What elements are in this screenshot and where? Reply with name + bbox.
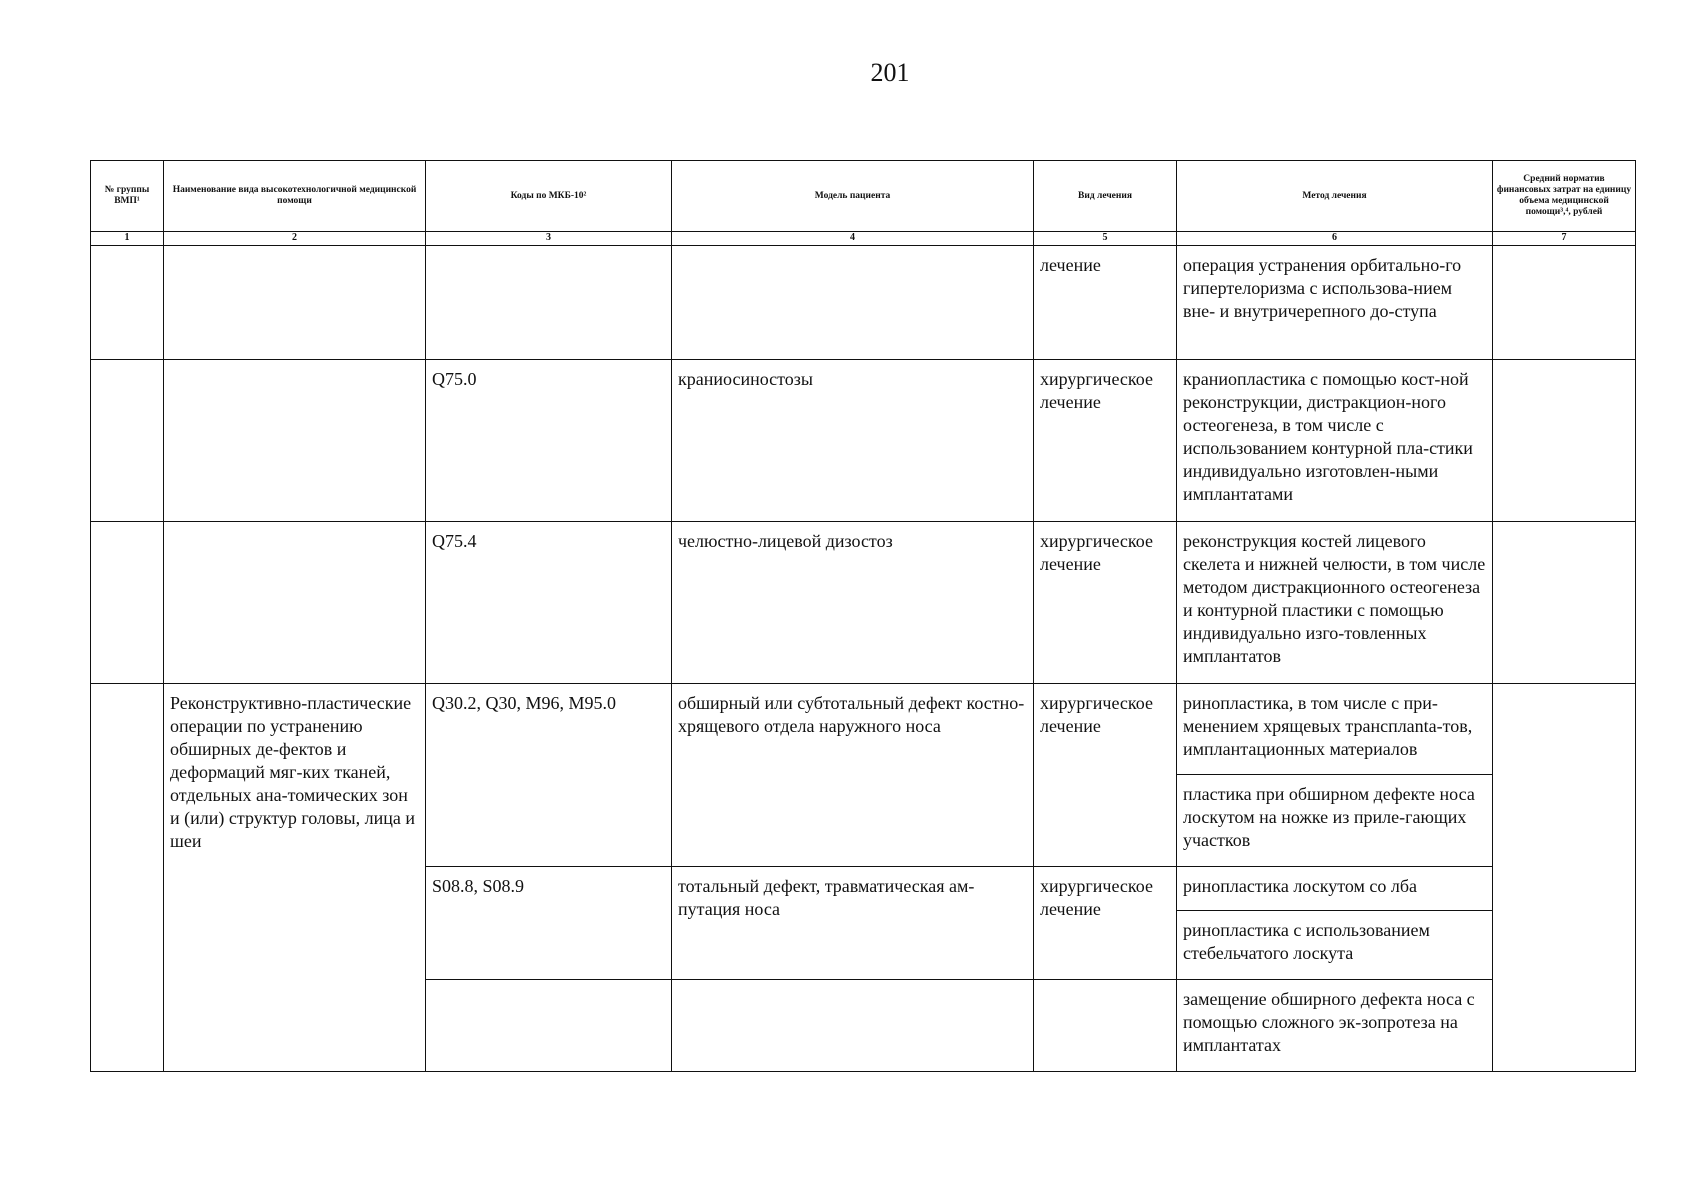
treatment-cell: хирургическое лечение bbox=[1034, 684, 1177, 867]
cost-cell bbox=[1493, 522, 1636, 684]
column-number: 7 bbox=[1493, 232, 1636, 246]
header-care-name: Наименование вида высокотехнологичной медицинской помощи bbox=[164, 161, 426, 232]
model-cell bbox=[672, 980, 1034, 1072]
column-number: 4 bbox=[672, 232, 1034, 246]
codes-cell: S08.8, S08.9 bbox=[426, 867, 672, 980]
header-cost-standard: Средний норматив финансовых затрат на единицу объема медицинской помощи³,⁴, рублей bbox=[1493, 161, 1636, 232]
method-cell: ринопластика с использованием стебельчатого лоскута bbox=[1177, 911, 1493, 980]
medical-care-table bbox=[90, 160, 1636, 1072]
cost-cell bbox=[1493, 360, 1636, 522]
codes-cell bbox=[426, 246, 672, 360]
treatment-cell bbox=[1034, 980, 1177, 1072]
table-header-row bbox=[91, 161, 1636, 232]
header-group-number: № группы ВМП¹ bbox=[91, 161, 164, 232]
method-cell: ринопластика, в том числе с при-менением хрящевых трансплanta-тов, имплантационных материалов bbox=[1177, 684, 1493, 775]
page-number: 201 bbox=[870, 58, 910, 87]
codes-cell: Q30.2, Q30, M96, M95.0 bbox=[426, 684, 672, 867]
codes-cell bbox=[426, 980, 672, 1072]
care-name-cell: Реконструктивно-пластические операции по устранению обширных де-фектов и деформаций мяг-ких тканей, отдельных ана-томических зон и (или) структур головы, лица и шеи bbox=[164, 684, 426, 1072]
method-cell: операция устранения орбитально-го гипертелоризма с использова-нием вне- и внутричерепного до-ступа bbox=[1177, 246, 1493, 360]
care-name-cell bbox=[164, 246, 426, 360]
care-name-cell bbox=[164, 360, 426, 522]
method-cell: реконструкция костей лицевого скелета и нижней челюсти, в том числе методом дистракционного остеогенеза и контурной пластики с помощью индивидуально изго-товленных имплантатов bbox=[1177, 522, 1493, 684]
group-cell bbox=[91, 246, 164, 360]
group-cell bbox=[91, 360, 164, 522]
care-name-cell bbox=[164, 522, 426, 684]
header-treatment-method: Метод лечения bbox=[1177, 161, 1493, 232]
model-cell: челюстно-лицевой дизостоз bbox=[672, 522, 1034, 684]
model-cell: обширный или субтотальный дефект костно-хрящевого отдела наружного носа bbox=[672, 684, 1034, 867]
treatment-cell: хирургическое лечение bbox=[1034, 522, 1177, 684]
table-row bbox=[91, 360, 1636, 522]
table-row bbox=[91, 246, 1636, 360]
treatment-cell: лечение bbox=[1034, 246, 1177, 360]
table-row bbox=[91, 522, 1636, 684]
model-cell: тотальный дефект, травматическая ам-путация носа bbox=[672, 867, 1034, 980]
column-number: 1 bbox=[91, 232, 164, 246]
model-cell bbox=[672, 246, 1034, 360]
group-cell bbox=[91, 522, 164, 684]
column-number: 5 bbox=[1034, 232, 1177, 246]
cost-cell bbox=[1493, 246, 1636, 360]
codes-cell: Q75.4 bbox=[426, 522, 672, 684]
header-icd-codes: Коды по МКБ-10² bbox=[426, 161, 672, 232]
column-number-row bbox=[91, 232, 1636, 246]
column-number: 3 bbox=[426, 232, 672, 246]
column-number: 2 bbox=[164, 232, 426, 246]
header-treatment-type: Вид лечения bbox=[1034, 161, 1177, 232]
table-row bbox=[91, 684, 1636, 775]
treatment-cell: хирургическое лечение bbox=[1034, 360, 1177, 522]
codes-cell: Q75.0 bbox=[426, 360, 672, 522]
group-cell bbox=[91, 684, 164, 1072]
method-cell: пластика при обширном дефекте носа лоскутом на ножке из приле-гающих участков bbox=[1177, 775, 1493, 867]
header-patient-model: Модель пациента bbox=[672, 161, 1034, 232]
cost-cell bbox=[1493, 684, 1636, 1072]
model-cell: краниосиностозы bbox=[672, 360, 1034, 522]
column-number: 6 bbox=[1177, 232, 1493, 246]
method-cell: замещение обширного дефекта носа с помощью сложного эк-зопротеза на имплантатах bbox=[1177, 980, 1493, 1072]
method-cell: ринопластика лоскутом со лба bbox=[1177, 867, 1493, 911]
method-cell: краниопластика с помощью кост-ной реконструкции, дистракцион-ного остеогенеза, в том числе с использованием контурной пла-стики индивидуально изготовлен-ными имплантатами bbox=[1177, 360, 1493, 522]
treatment-cell: хирургическое лечение bbox=[1034, 867, 1177, 980]
